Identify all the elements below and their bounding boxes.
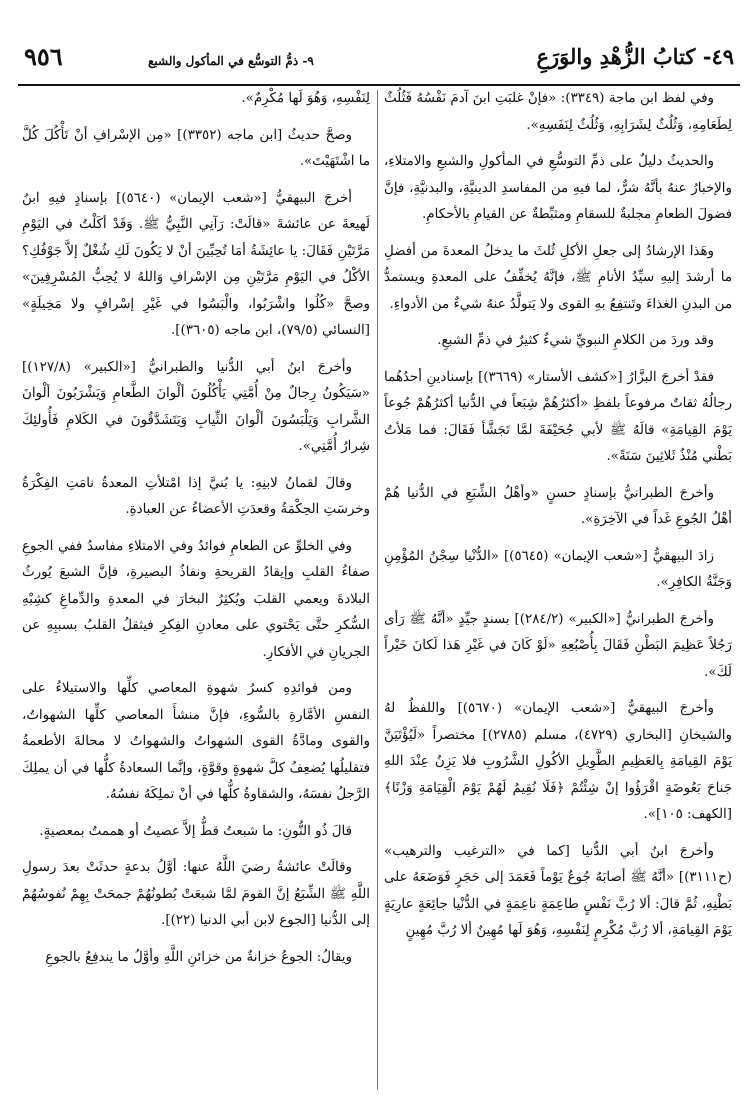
paragraph: والحديثُ دليلٌ على ذمِّ التوسُّعِ في المأكولِ والشبعِ والامتلاءِ، والإخبارُ عنهُ بأنَّهُ شرٌّ، لما فيهِ من المفاسدِ الدينيَّةِ، والبدنيَّةِ، فإنَّ فضولَ الطعامِ مجلبةٌ للسقامِ ومثبِّطةٌ عن القيامِ بالأحكامِ.: [384, 154, 732, 222]
paragraph: وأخرجَ ابنُ أبي الدُّنيا [كما في «الترغيب والترهيب» (ح٣١١١)] «أنَّهُ ﷺ أصابَهُ جُوعٌ يَوْماً فَعَمَدَ إلى حَجَرٍ فَوَضَعَهُ على بَطْنِهِ، ثُمَّ قالَ: ألا رُبَّ نَفْسٍ طاعِمَةٍ ناعِمَةٍ في الدُّنْيا جائِعَةٍ عارِيَةٍ يَوْمَ القِيامَةِ، ألا رُبَّ مُكْرِمٍ لِنَفْسِهِ، وَهُوَ لَها مُهِينٌ ألا رُبَّ مُهِينٍ: [384, 843, 732, 938]
section-title: ٩- ذمُّ التوسُّع في المأكول والشبع: [148, 54, 314, 68]
paragraph: زادَ البيهقيُّ [«شعب الإيمان» (٥٦٤٥)] «الدُّنْيا سِجْنُ المُؤْمِنِ وَجَنَّةُ الكافِرِ».: [384, 548, 732, 590]
paragraph: قالَ ذُو النُّونِ: ما شبعتُ قطُّ إلاَّ عصيتُ أو هممتُ بمعصيةٍ.: [39, 823, 352, 839]
column-divider: [377, 90, 378, 1090]
paragraph: وأخرجَ الطبرانيُّ بإسنادٍ حسنٍ «وأهْلُ الشِّبَعِ في الدُّنيا هُمْ أهْلُ الجُوعِ غَداً في الآخِرَةِ».: [384, 485, 732, 527]
paragraph: وأخرجَ البيهقيُّ [«شعب الإيمان» (٥٦٧٠)] واللفظُ لهُ والشيخانِ [البخاري (٤٧٢٩)، مسلم (٢٧٨٥)] مختصراً «لَيُؤْتَيَنَّ يَوْمَ القِيامَةِ بِالعَظِيمِ الطَّوِيلِ الأكُولِ الشَّرُوبِ فلا يَزِنُ عِنْدَ اللهِ جَناحَ بَعُوضَةٍ اقْرَؤُوا إنْ شِئْتُمْ ﴿فَلَا نُقِيمُ لَهُمْ يَوْمَ الْقِيَامَةِ وَزْنًا﴾ [الكهف: ١٠٥]».: [384, 701, 732, 822]
paragraph: وفي لفظ ابن ماجة (٣٣٤٩): «فإنْ غلبَتِ ابنَ آدمَ نَفْسُهُ فَثُلُثٌ لِطَعَامِهِ، وَثُلُثٌ لِشَرَابِهِ، وَثُلُثٌ لِنَفَسِهِ».: [384, 91, 732, 133]
running-header: [18, 40, 740, 86]
paragraph: وهَذا الإرشادُ إلى جعلِ الأكلِ ثُلثَ ما يدخلُ المعدةَ من أفضلِ ما أرشدَ إليهِ سيِّدُ الأنامِ ﷺ، فإنَّهُ يُخفِّفُ على المعدةِ ويستمدُّ من البدنِ الغذاءَ وتَنتفِعُ بهِ القوى ولا يَتولَّدُ عنهُ شيءٌ من الأدواءِ.: [384, 243, 732, 312]
paragraph: فقدْ أخرجَ البزَّارُ [«كشف الأستار» (٣٦٦٩)] بإسنادينِ أحدُهُما رجالُهُ ثقاتٌ مرفوعاً بلفظِ «أكثرُهُمْ شِبَعاً في الدُّنيا أكثرُهُمْ جُوعاً يَوْمَ القِيامَةِ» قالَهُ ﷺ لأبي جُحَيْفَةَ لمَّا تَجَشَّأ فَقَالَ: فما مَلأتُ بَطْني مُنْذُ ثَلاثِينَ سَنَةً».: [384, 369, 732, 464]
paragraph: وأخرجَ ابنُ أبي الدُّنيا والطبرانيُّ [«الكبير» (١٢٧/٨)] «سَيَكُونُ رِجالٌ مِنْ أُمَّتِي يَأْكُلُونَ ألْوانَ الطَّعامِ وَيَشْرَبُونَ ألْوانَ الشَّرابِ وَيَلْبَسُونَ ألْوانَ الثِّيابِ وَيَتَشَدَّقُونَ في الكَلامِ فَأُولئِكَ شِرارُ أُمَّتِي».: [22, 359, 370, 454]
page-number: ٩٥٦: [24, 42, 63, 71]
paragraph: وقد وردَ من الكلامِ النبويِّ شيءٌ كثيرٌ في ذمِّ الشبعِ.: [437, 333, 714, 348]
paragraph: وأخرجَ الطبرانيُّ [«الكبير» (٢٨٤/٢)] بسندٍ جيِّدٍ «أنَّهُ ﷺ رَأى رَجُلاً عَظِيمَ البَطْنِ فَقَالَ بِأُصْبُعِهِ «لَوْ كَانَ في غَيْرِ هَذا لَكانَ خَيْراً لَكَ».: [384, 611, 732, 680]
paragraph: وفي الخلوِّ عن الطعامِ فوائدُ وفي الامتلاءِ مفاسدُ ففي الجوعِ صفاءُ القلبِ وإيقادُ القريحةِ ونفاذُ البصيرةِ، فإنَّ الشبعَ يُورثُ البلادةَ ويعمي القلبَ ويُكثِرُ البخارَ في المعدةِ والدِّماغِ كشِبْهِ السُّكرِ حتَّى يَحْتوي على معادنِ الفِكرِ فيثقلُ القلبُ بسببِهِ عن الجريانِ في الأفكارِ.: [22, 538, 370, 660]
paragraph: ويقالُ: الجوعُ خزانةٌ من خزائنِ اللَّهِ وأوَّلُ ما يندفِعُ بالجوعِ: [45, 949, 352, 965]
chapter-title: ٤٩- كتابُ الزُّهْدِ والوَرَعِ: [536, 44, 734, 69]
left-column: [22, 86, 370, 1091]
paragraph: ومن فوائدِهِ كسرُ شهوةِ المعاصي كلِّها والاستيلاءُ على النفسِ الأمَّارةِ بالسُّوءِ، فإنَّ منشأَ المعاصي كلِّها الشهواتُ، والقوى ومادَّةُ القوى الشهواتُ والشهواتُ لا محالةَ الأطعمةُ فتقليلُها يُضعِفُ كلَّ شهوةٍ وقوَّةٍ، وإنَّما السعادةُ كلُّها في أن يملِكَ الرَّجلُ نفسَهُ، والشقاوةُ كلُّها في أنْ تملِكَهُ نفسُهُ.: [22, 681, 370, 802]
paragraph: وصحَّ حديثُ [ابن ماجه (٣٣٥٢)] «مِن الإسْرافِ أنْ تَأْكُلَ كُلَّ ما اشْتَهَيْتَ».: [22, 127, 370, 169]
paragraph: أخرجَ البيهقيُّ [«شعب الإيمان» (٥٦٤٠)] بإسنادٍ فيهِ ابنُ لَهيعةَ عن عائشةَ «قالَتْ: رَآنِي النَّبِيُّ ﷺ. وَقَدْ أكَلْتُ في اليَوْمِ مَرَّتَيْنِ فَقَالَ: يا عائِشَةُ أمَا تُحِبِّينَ أنْ لا يَكُونَ لَكِ شُغْلٌ إلاَّ جَوْفُكِ؟ الأكْلُ في اليَوْمِ مَرَّتَيْنِ مِن الإسْرافِ وَاللهُ لا يُحِبُّ المُسْرِفِينَ» وصحَّ «كُلُوا واشْرَبُوا، والْبَسُوا في غَيْرِ إسْرافٍ ولا مَخِيلَةٍ» [النسائي (٧٩/٥)، ابن ماجه (٣٦٠٥)].: [22, 190, 370, 338]
paragraph: وقالَتْ عائشةُ رضيَ اللَّهُ عنها: أوَّلُ بدعةٍ حدثَتْ بعدَ رسولِ اللَّهِ ﷺ الشِّبَعُ إنَّ القومَ لمَّا شبعَتْ بُطونُهُمْ جمحَتْ بِهِمْ نُفوسُهُمْ إلى الدُّنيا [الجوع لابن أبي الدنيا (٢٢)].: [22, 860, 370, 928]
right-column: [384, 86, 732, 1091]
paragraph: لِنَفْسِهِ، وَهُوَ لَها مُكْرِمٌ».: [241, 91, 370, 106]
paragraph: وقالَ لقمانُ لابنِهِ: يا بُنيَّ إذا امْتلأتِ المعدةُ نامَتِ الفِكْرَةُ وخرسَتِ الحِكْمَةُ وقعدَتِ الأعضاءُ عن العبادةِ.: [22, 475, 370, 517]
